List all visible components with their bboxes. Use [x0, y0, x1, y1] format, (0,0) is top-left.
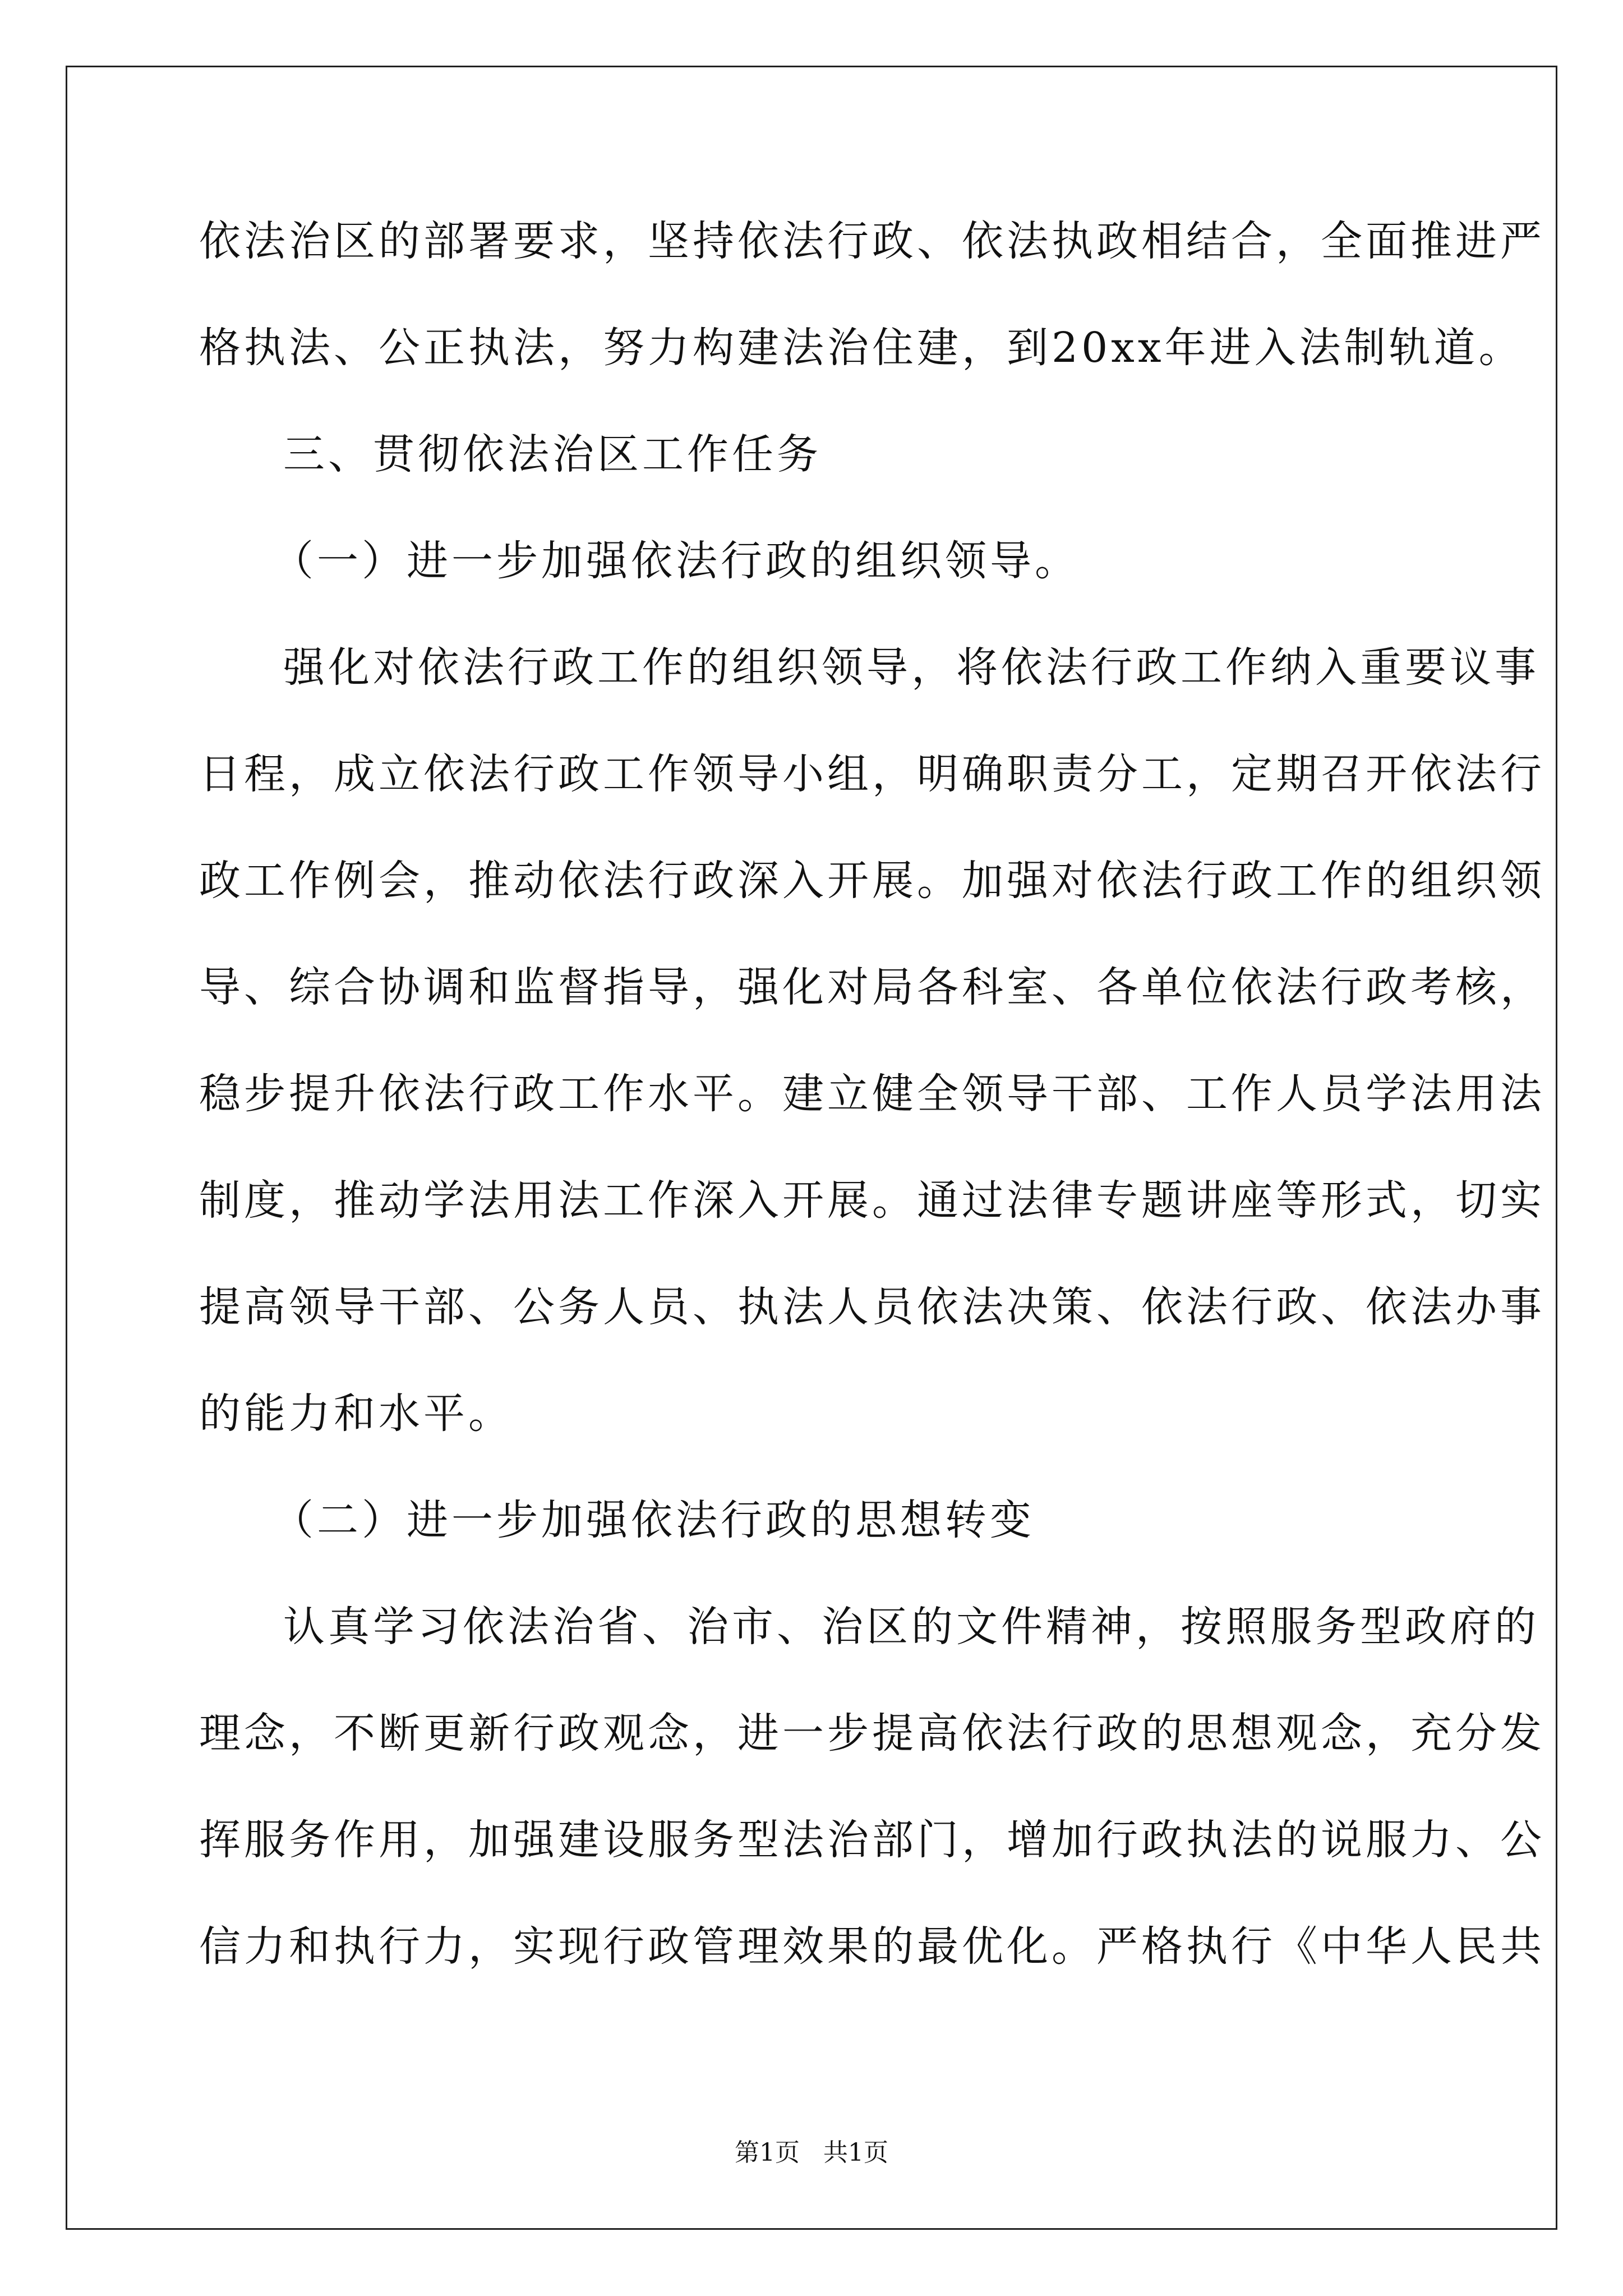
paragraph-line: 政工作例会，推动依法行政深入开展。加强对依法行政工作的组织领	[199, 857, 1545, 905]
paragraph-line: 依法治区的部署要求，坚持依法行政、依法执政相结合，全面推进严	[199, 217, 1545, 265]
paragraph-line: 挥服务作用，加强建设服务型法治部门，增加行政执法的说服力、公	[199, 1816, 1545, 1864]
document-body	[199, 213, 1545, 1975]
paragraph-line: 制度，推动学法用法工作深入开展。通过法律专题讲座等形式，切实	[199, 1176, 1545, 1225]
paragraph-line: 日程，成立依法行政工作领导小组，明确职责分工，定期召开依法行	[199, 750, 1545, 798]
paragraph-line: 导、综合协调和监督指导，强化对局各科室、各单位依法行政考核，	[199, 963, 1545, 1011]
paragraph-line: 稳步提升依法行政工作水平。建立健全领导干部、工作人员学法用法	[199, 1070, 1545, 1118]
subsection-heading: （二）进一步加强依法行政的思想转变	[272, 1496, 1035, 1544]
section-heading: 三、贯彻依法治区工作任务	[283, 430, 822, 478]
paragraph-line: 提高领导干部、公务人员、执法人员依法决策、依法行政、依法办事	[199, 1283, 1545, 1331]
paragraph-line: 理念，不断更新行政观念，进一步提高依法行政的思想观念，充分发	[199, 1709, 1545, 1757]
paragraph-line: 强化对依法行政工作的组织领导，将依法行政工作纳入重要议事	[283, 643, 1539, 692]
subsection-heading: （一）进一步加强依法行政的组织领导。	[272, 537, 1080, 585]
paragraph-line: 的能力和水平。	[199, 1389, 513, 1438]
paragraph-line: 格执法、公正执法，努力构建法治住建，到20xx年进入法制轨道。	[199, 324, 1524, 372]
paragraph-line: 认真学习依法治省、治市、治区的文件精神，按照服务型政府的	[283, 1603, 1539, 1651]
page-number-footer: 第1页 共1页	[735, 2138, 888, 2167]
paragraph-line: 信力和执行力，实现行政管理效果的最优化。严格执行《中华人民共	[199, 1922, 1545, 1971]
